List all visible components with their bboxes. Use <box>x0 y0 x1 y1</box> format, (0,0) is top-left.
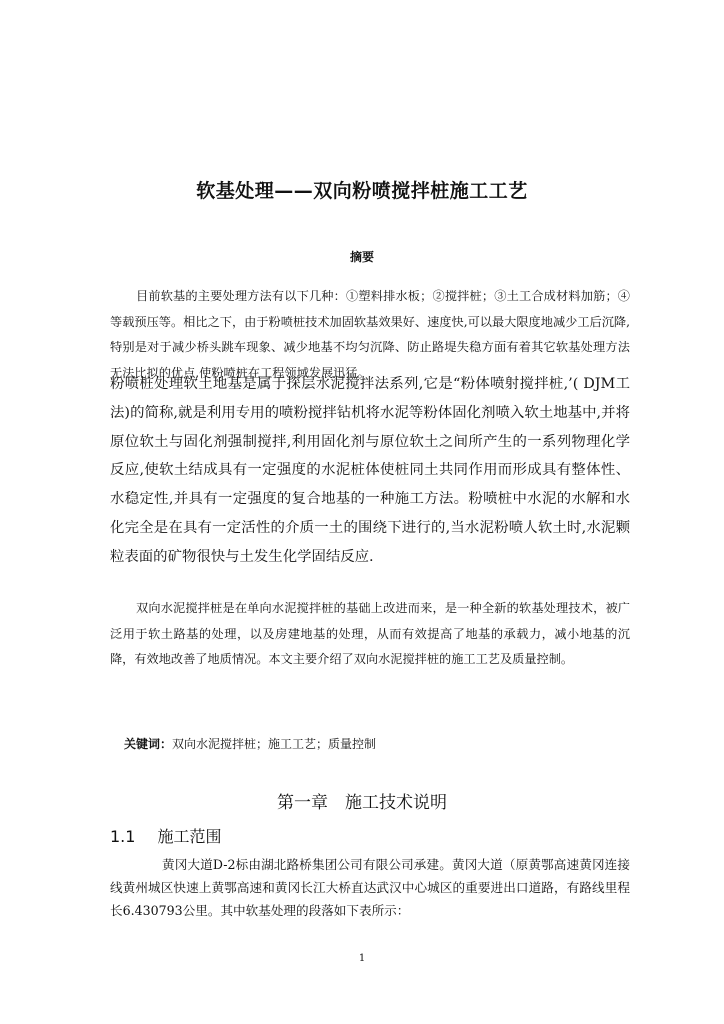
keywords-label: 关键词： <box>124 737 173 751</box>
section-heading <box>110 824 221 847</box>
section-number: 1.1 <box>110 827 136 846</box>
section-body: 黄冈大道D-2标由湖北路桥集团公司有限公司承建。黄冈大道（原黄鄂高速黄冈连接线黄州城区快速上黄鄂高速和黄冈长江大桥直达武汉中心城区的重要进出口道路，有路线里程长6.430793公里。其中软基处理的段落如下表所示： <box>110 857 630 918</box>
abstract-paragraph-3: 双向水泥搅拌桩是在单向水泥搅拌桩的基础上改进而来，是一种全新的软基处理技术，被广泛用于软土路基的处理，以及房建地基的处理，从而有效提高了地基的承载力，减小地基的沉降，有效地改善了地质情况。本文主要介绍了双向水泥搅拌桩的施工工艺及质量控制。 <box>110 601 630 666</box>
document-title: 软基处理——双向粉喷搅拌桩施工工艺 <box>196 180 528 202</box>
abstract-paragraph-2: 粉喷桩处理软土地基是属于探层水泥搅拌法系列,它是“粉体喷射搅拌桩,’( DJM工法)的简称,就是利用专用的喷粉搅拌钻机将水泥等粉体固化剂喷入软土地基中,并将原位软土与固化剂强制搅拌,利用固化剂与原位软土之间所产生的一系列物理化学反应,使软土结成具有一定强度的水泥桩体使桩同土共同作用而形成具有整体性、水稳定性,并具有一定强度的复合地基的一种施工方法。粉喷桩中水泥的水解和水化完全是在具有一定活性的介质一土的围绕下进行的,当水泥粉喷人软土时,水泥颗粒表面的矿物很快与土发生化学固结反应. <box>110 376 630 565</box>
keywords-line <box>124 736 376 752</box>
abstract-heading: 摘要 <box>349 250 374 264</box>
chapter-title: 第一章 施工技术说明 <box>277 793 447 813</box>
abstract-paragraph-1: 目前软基的主要处理方法有以下几种：①塑料排水板；②搅拌桩；③土工合成材料加筋；④等载预压等。相比之下，由于粉喷桩技术加固软基效果好、速度快,可以最大限度地减少工后沉降,特别是对于减少桥头跳车现象、减少地基不均匀沉降、防止路堤失稳方面有着其它软基处理方法无法比拟的优点,使粉喷桩在工程领域发展迅猛。 <box>110 289 630 380</box>
section-title: 施工范围 <box>157 827 222 846</box>
page-number: 1 <box>358 953 366 964</box>
keywords-text: 双向水泥搅拌桩；施工工艺；质量控制 <box>172 737 377 751</box>
